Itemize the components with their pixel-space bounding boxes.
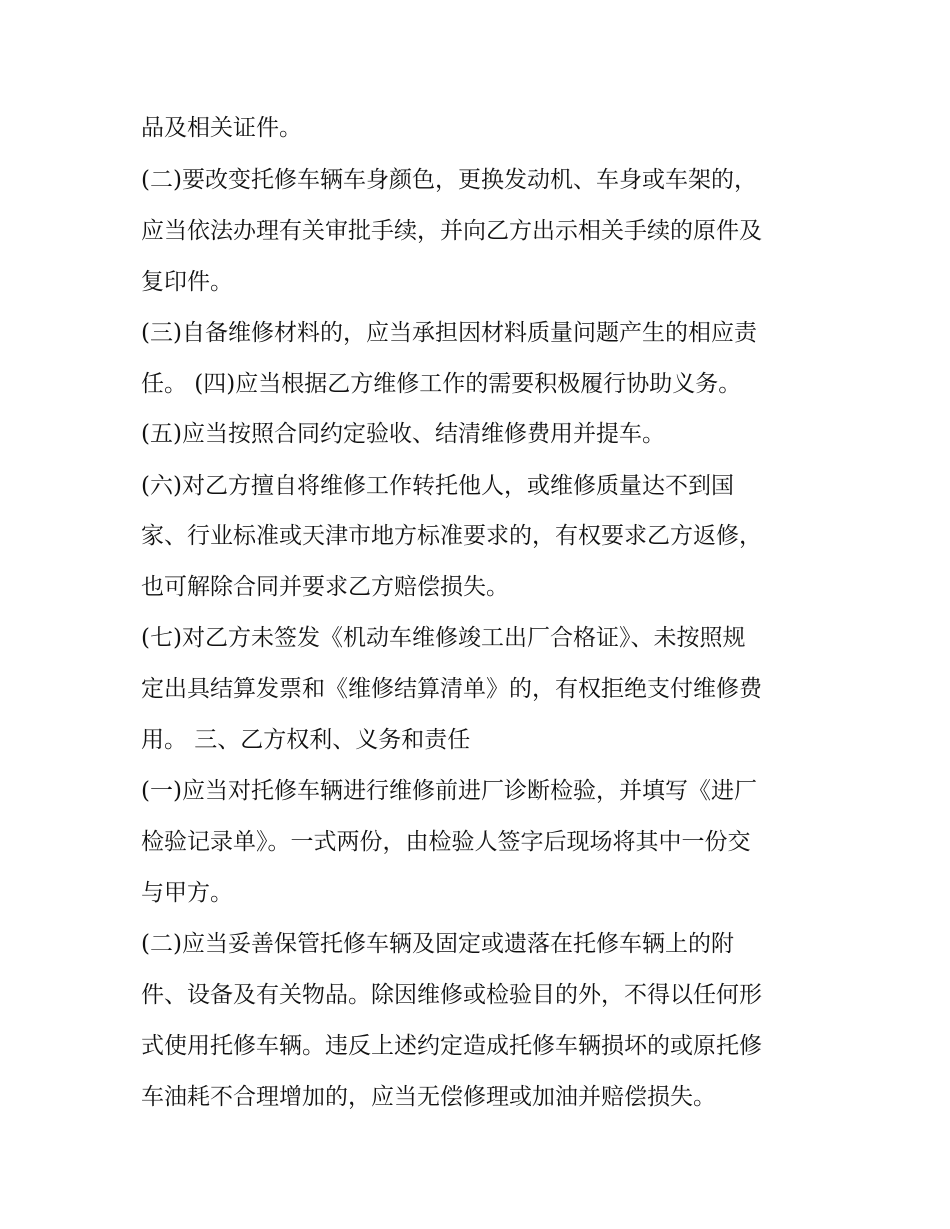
text-line: 品及相关证件。 (141, 115, 302, 141)
text-line: (七)对乙方未签发《机动车维修竣工出厂合格证》、未按照规 (141, 625, 746, 651)
text-line: (二)要改变托修车辆车身颜色，更换发动机、车身或车架的， (141, 167, 757, 193)
text-line: 车油耗不合理增加的，应当无偿修理或加油并赔偿损失。 (141, 1084, 716, 1110)
text-line: (五)应当按照合同约定验收、结清维修费用并提车。 (141, 421, 665, 447)
text-line: 定出具结算发票和《维修结算清单》的，有权拒绝支付维修费 (141, 676, 762, 702)
text-line: (二)应当妥善保管托修车辆及固定或遗落在托修车辆上的附 (141, 931, 734, 957)
text-line: 复印件。 (141, 269, 233, 295)
text-line: 件、设备及有关物品。除因维修或检验目的外，不得以任何形 (141, 982, 762, 1008)
text-line: 用。 三、乙方权利、义务和责任 (141, 727, 471, 753)
text-line: 式使用托修车辆。违反上述约定造成托修车辆损坏的或原托修 (141, 1033, 762, 1059)
text-line: (六)对乙方擅自将维修工作转托他人，或维修质量达不到国 (141, 473, 734, 499)
text-line: 也可解除合同并要求乙方赔偿损失。 (141, 574, 509, 600)
text-line: 检验记录单》。一式两份，由检验人签字后现场将其中一份交 (141, 829, 751, 855)
text-line: 家、行业标准或天津市地方标准要求的，有权要求乙方返修， (141, 523, 762, 549)
text-line: (一)应当对托修车辆进行维修前进厂诊断检验，并填写《进厂 (141, 778, 757, 804)
text-line: 任。 (四)应当根据乙方维修工作的需要积极履行协助义务。 (141, 371, 742, 397)
text-line: 与甲方。 (141, 880, 233, 906)
text-line: 应当依法办理有关审批手续，并向乙方出示相关手续的原件及 (141, 218, 762, 244)
text-line: (三)自备维修材料的，应当承担因材料质量问题产生的相应责 (141, 320, 757, 346)
